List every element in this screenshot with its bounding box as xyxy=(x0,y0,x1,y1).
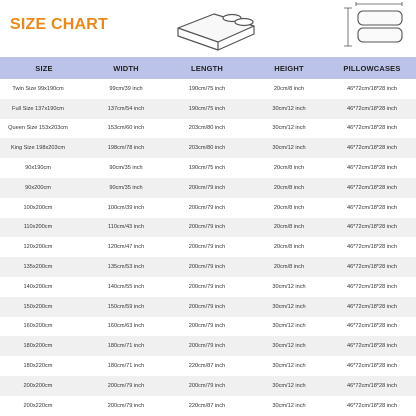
table-cell-height: 30cm/12 inch xyxy=(250,138,328,158)
table-cell-width: 110cm/43 inch xyxy=(88,218,164,238)
table-cell-height: 20cm/8 inch xyxy=(250,79,328,99)
column-header-pillowcases: PILLOWCASES xyxy=(328,57,416,79)
table-cell-height: 30cm/12 inch xyxy=(250,396,328,416)
table-cell-height: 30cm/12 inch xyxy=(250,317,328,337)
table-cell-width: 180cm/71 inch xyxy=(88,356,164,376)
table-cell-width: 150cm/59 inch xyxy=(88,297,164,317)
page-title: SIZE CHART xyxy=(10,16,108,33)
table-cell-size: 180x200cm xyxy=(0,336,88,356)
table-cell-height: 20cm/8 inch xyxy=(250,158,328,178)
table-cell-pillowcases: 46*72cm/18*28 inch xyxy=(328,376,416,396)
table-cell-width: 100cm/39 inch xyxy=(88,198,164,218)
table-cell-pillowcases: 46*72cm/18*28 inch xyxy=(328,178,416,198)
table-cell-length: 190cm/75 inch xyxy=(164,158,250,178)
table-cell-width: 160cm/63 inch xyxy=(88,317,164,337)
table-cell-size: 90x200cm xyxy=(0,178,88,198)
table-cell-length: 200cm/79 inch xyxy=(164,317,250,337)
table-cell-size: 120x200cm xyxy=(0,237,88,257)
table-cell-length: 200cm/79 inch xyxy=(164,277,250,297)
table-cell-pillowcases: 46*72cm/18*28 inch xyxy=(328,237,416,257)
table-cell-size: 110x200cm xyxy=(0,218,88,238)
table-header-row xyxy=(0,57,416,79)
table-cell-width: 120cm/47 inch xyxy=(88,237,164,257)
column-header-length: LENGTH xyxy=(164,57,250,79)
table-cell-width: 200cm/79 inch xyxy=(88,376,164,396)
table-row xyxy=(0,257,416,277)
table-cell-pillowcases: 46*72cm/18*28 inch xyxy=(328,198,416,218)
table-cell-height: 30cm/12 inch xyxy=(250,119,328,139)
column-header-size: SIZE xyxy=(0,57,88,79)
table-row xyxy=(0,79,416,99)
table-row xyxy=(0,158,416,178)
table-cell-length: 220cm/87 inch xyxy=(164,356,250,376)
table-cell-length: 200cm/79 inch xyxy=(164,178,250,198)
table-cell-size: Queen Size 153x203cm xyxy=(0,119,88,139)
table-cell-pillowcases: 46*72cm/18*28 inch xyxy=(328,119,416,139)
table-row xyxy=(0,198,416,218)
table-cell-size: 200x200cm xyxy=(0,376,88,396)
table-cell-width: 99cm/39 inch xyxy=(88,79,164,99)
table-cell-length: 200cm/79 inch xyxy=(164,336,250,356)
bed-sheet-icon xyxy=(170,2,260,52)
table-cell-pillowcases: 46*72cm/18*28 inch xyxy=(328,356,416,376)
table-cell-size: 100x200cm xyxy=(0,198,88,218)
table-cell-length: 203cm/80 inch xyxy=(164,119,250,139)
table-cell-height: 20cm/8 inch xyxy=(250,178,328,198)
table-cell-pillowcases: 46*72cm/18*28 inch xyxy=(328,277,416,297)
table-row xyxy=(0,336,416,356)
table-cell-pillowcases: 46*72cm/18*28 inch xyxy=(328,297,416,317)
table-row xyxy=(0,138,416,158)
table-cell-length: 200cm/79 inch xyxy=(164,376,250,396)
column-header-height: HEIGHT xyxy=(250,57,328,79)
table-row xyxy=(0,356,416,376)
table-cell-size: King Size 198x203cm xyxy=(0,138,88,158)
table-row xyxy=(0,237,416,257)
table-cell-pillowcases: 46*72cm/18*28 inch xyxy=(328,396,416,416)
table-cell-length: 190cm/75 inch xyxy=(164,99,250,119)
table-cell-width: 140cm/55 inch xyxy=(88,277,164,297)
size-chart-table xyxy=(0,57,416,416)
pillowcase-icon xyxy=(342,2,408,52)
table-row xyxy=(0,317,416,337)
table-cell-pillowcases: 46*72cm/18*28 inch xyxy=(328,158,416,178)
table-cell-pillowcases: 46*72cm/18*28 inch xyxy=(328,218,416,238)
table-cell-length: 190cm/75 inch xyxy=(164,79,250,99)
table-cell-pillowcases: 46*72cm/18*28 inch xyxy=(328,257,416,277)
table-cell-pillowcases: 46*72cm/18*28 inch xyxy=(328,79,416,99)
table-cell-height: 20cm/8 inch xyxy=(250,218,328,238)
table-cell-length: 200cm/79 inch xyxy=(164,237,250,257)
table-row xyxy=(0,277,416,297)
table-cell-size: 180x220cm xyxy=(0,356,88,376)
table-cell-height: 30cm/12 inch xyxy=(250,277,328,297)
table-cell-pillowcases: 46*72cm/18*28 inch xyxy=(328,138,416,158)
table-row xyxy=(0,99,416,119)
table-row xyxy=(0,376,416,396)
table-cell-height: 20cm/8 inch xyxy=(250,198,328,218)
table-cell-width: 200cm/79 inch xyxy=(88,396,164,416)
table-cell-size: 135x200cm xyxy=(0,257,88,277)
table-cell-height: 30cm/12 inch xyxy=(250,356,328,376)
table-cell-size: 90x190cm xyxy=(0,158,88,178)
column-header-width: WIDTH xyxy=(88,57,164,79)
table-row xyxy=(0,297,416,317)
table-cell-size: 140x200cm xyxy=(0,277,88,297)
table-cell-width: 137cm/54 inch xyxy=(88,99,164,119)
table-cell-pillowcases: 46*72cm/18*28 inch xyxy=(328,99,416,119)
table-cell-height: 30cm/12 inch xyxy=(250,99,328,119)
table-cell-size: Full Size 137x190cm xyxy=(0,99,88,119)
table-cell-length: 200cm/79 inch xyxy=(164,257,250,277)
table-cell-height: 30cm/12 inch xyxy=(250,376,328,396)
table-cell-width: 153cm/60 inch xyxy=(88,119,164,139)
table-cell-length: 203cm/80 inch xyxy=(164,138,250,158)
table-cell-pillowcases: 46*72cm/18*28 inch xyxy=(328,336,416,356)
table-cell-width: 198cm/78 inch xyxy=(88,138,164,158)
table-cell-size: 200x220cm xyxy=(0,396,88,416)
table-cell-width: 135cm/53 inch xyxy=(88,257,164,277)
table-cell-height: 20cm/8 inch xyxy=(250,237,328,257)
table-cell-size: 150x200cm xyxy=(0,297,88,317)
table-cell-size: Twin Size 99x190cm xyxy=(0,79,88,99)
table-cell-length: 200cm/79 inch xyxy=(164,198,250,218)
table-cell-length: 200cm/79 inch xyxy=(164,218,250,238)
table-row xyxy=(0,396,416,416)
table-cell-length: 220cm/87 inch xyxy=(164,396,250,416)
table-row xyxy=(0,178,416,198)
table-cell-width: 90cm/35 inch xyxy=(88,158,164,178)
table-cell-height: 30cm/12 inch xyxy=(250,297,328,317)
table-cell-width: 180cm/71 inch xyxy=(88,336,164,356)
table-row xyxy=(0,119,416,139)
table-cell-pillowcases: 46*72cm/18*28 inch xyxy=(328,317,416,337)
table-cell-height: 30cm/12 inch xyxy=(250,336,328,356)
table-cell-width: 90cm/35 inch xyxy=(88,178,164,198)
table-row xyxy=(0,218,416,238)
table-cell-length: 200cm/79 inch xyxy=(164,297,250,317)
table-cell-size: 160x200cm xyxy=(0,317,88,337)
table-cell-height: 20cm/8 inch xyxy=(250,257,328,277)
